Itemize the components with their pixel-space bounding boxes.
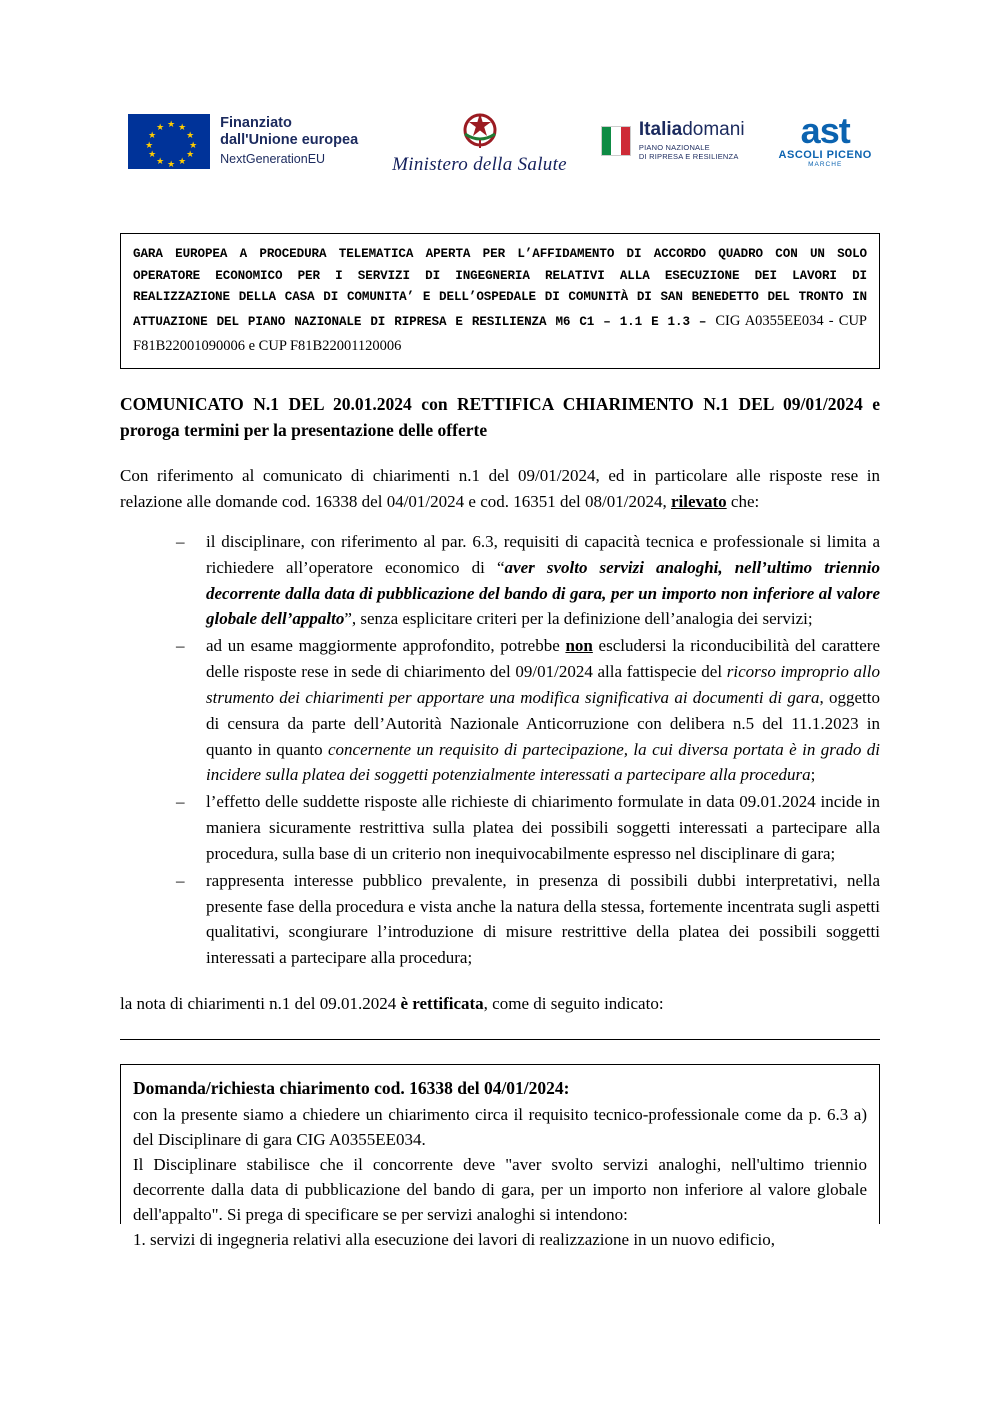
tender-title-text: GARA EUROPEA A PROCEDURA TELEMATICA APERTA PER L’AFFIDAMENTO DI ACCORDO QUADRO CON UN SOLO OPERATORE ECONOMICO PER I SERVIZI DI INGEGNERIA RELATIVI ALLA ESECUZIONE DEI LAVORI DI REALIZZAZIONE DELLA CASA DI COMUNITA’ E DELL’OSPEDALE DI COMUNITÀ DI SAN BENEDETTO DEL TRONTO IN ATTUAZIONE DEL PIANO NAZIONALE DI RIPRESA E RESILIENZA M6 C1 – 1.1 E 1.3 – (133, 247, 867, 329)
bullet-2-seg-4: ; (810, 765, 816, 785)
headline-part-3: RETTIFICA CHIARIMENTO N.1 DEL 09/01/2024 (457, 393, 863, 414)
list-item (176, 868, 880, 971)
italiadomani-logo (601, 105, 745, 177)
bullet-2-seg-1: ad un esame maggiormente approfondito, potrebbe (206, 636, 566, 656)
ministero-salute-name: Ministero della Salute (392, 154, 567, 175)
list-item (176, 633, 880, 788)
clarification-question-box (120, 1064, 880, 1250)
eu-flag-icon: ★ ★ ★ ★ ★ ★ ★ ★ ★ ★ ★ ★ (128, 114, 210, 169)
headline-part-2: con (421, 393, 448, 414)
ast-logo (779, 105, 872, 177)
ast-wordmark: ast (800, 110, 850, 152)
headline-part-4: e proroga termini per la presentazione delle offerte (120, 393, 881, 441)
eu-line-3: NextGenerationEU (220, 152, 326, 167)
closing-text-before: la nota di chiarimenti n.1 del 09.01.2024 (120, 994, 401, 1014)
bullet-2-italic-1: ricorso improprio allo strumento dei chiarimenti per apportare una modifica significativa ai documenti di gara (206, 662, 880, 707)
eu-line-2: dall'Unione europea (220, 132, 359, 149)
question-box-title: Domanda/richiesta chiarimento cod. 16338 del 04/01/2024: (133, 1077, 570, 1098)
italiadomani-bold: Italia (638, 119, 683, 141)
italiadomani-sub2: DI RIPRESA E RESILIENZA (638, 152, 739, 162)
eu-line-1: Finanziato (220, 115, 292, 132)
headline-part-1: COMUNICATO N.1 DEL 20.01.2024 (120, 393, 412, 414)
bullet-2-italic-2: concernente un requisito di partecipazione, la cui diversa portata è in grado di incidere sulla platea dei soggetti potenzialmente interessati a partecipare alla procedura (206, 739, 880, 785)
italiadomani-text (639, 120, 745, 162)
bullet-3-text: l’effetto delle suddette risposte alle richieste di chiarimento formulate in data 09.01.2024 incide in maniera sicuramente restrittiva sulla platea dei possibili soggetti interessati a partecipare alla procedura, sulla base di un criterio non inequivocabilmente espresso nel disciplinare di gara; (206, 792, 880, 863)
italiadomani-thin: domani (682, 119, 745, 141)
eu-funding-logo (128, 105, 358, 177)
list-item (176, 529, 880, 632)
section-divider (120, 1039, 880, 1040)
list-item (176, 789, 880, 866)
eu-funding-text (220, 115, 358, 167)
italian-republic-emblem-icon (457, 106, 503, 152)
bullet-1-quote: aver svolto servizi analoghi, nell’ultimo triennio decorrente dalla data di pubblicazione del bando di gara, per un importo non inferiore al valore globale dell’appalto (206, 557, 881, 629)
ministero-salute-logo (392, 105, 567, 177)
closing-bold: è rettificata (400, 994, 484, 1014)
italiadomani-sub1: PIANO NAZIONALE (638, 143, 710, 153)
ast-sub: ASCOLI PICENO (778, 148, 872, 161)
intro-underlined-word: rilevato (670, 492, 727, 512)
question-line-2: Il Disciplinare stabilisce che il concorrente deve "aver svolto servizi analoghi, nell'ultimo triennio decorrente dalla data di pubblicazione del bando di gara, per un importo non inferiore al valore globale dell'appalto". Si prega di specificare se per servizi analoghi si intendono: (133, 1155, 867, 1225)
tender-cig-text: CIG A0355EE034 - CUP F81B22001090006 e CUP F81B22001120006 (133, 312, 867, 354)
intro-paragraph (120, 463, 880, 515)
bullet-2-seg-2: escludersi la riconducibilità del carattere delle risposte rese in sede di chiarimento del 09/01/2024 alla fattispecie del (206, 636, 880, 682)
question-line-3: 1. servizi di ingegneria relativi alla esecuzione dei lavori di realizzazione in un nuovo edificio, (133, 1230, 775, 1250)
intro-text-before: Con riferimento al comunicato di chiarimenti n.1 del 09/01/2024, ed in particolare alle risposte rese in relazione alle domande cod. 16338 del 04/01/2024 e cod. 16351 del 08/01/2024, (120, 466, 880, 512)
closing-paragraph (120, 991, 880, 1017)
logo-banner (120, 95, 880, 187)
closing-text-after: , come di seguito indicato: (483, 994, 664, 1014)
bullet-4-text: rappresenta interesse pubblico prevalente, in presenza di possibili dubbi interpretativi, nella presente fase della procedura e vista anche la natura della stessa, fortemente incentrata sugli aspetti qualitativi, scongiurare l’introduzione di misure restrittive della platea dei possibili soggetti interessati a partecipare alla procedura; (206, 870, 880, 968)
page-title (120, 391, 880, 444)
question-line-1: con la presente siamo a chiedere un chiarimento circa il requisito tecnico-professionale come da p. 6.3 a) del Disciplinare di gara CIG A0355EE034. (133, 1105, 867, 1150)
bullet-2-emphasis: non (565, 636, 593, 656)
considerations-list (120, 529, 880, 971)
bullet-1-seg-2: ”, senza esplicitare criteri per la definizione dell’analogia dei servizi; (344, 609, 813, 629)
bullet-2-seg-3: , oggetto di censura da parte dell’Autorità Nazionale Anticorruzione con delibera n.5 del 11.1.2023 in quanto in quanto (206, 687, 880, 759)
intro-text-after: che: (730, 492, 760, 512)
tender-title-box (120, 233, 880, 369)
ast-sub2: MARCHE (808, 160, 843, 168)
bullet-1-seg-1: il disciplinare, con riferimento al par. 6.3, requisiti di capacità tecnica e professionale si limita a richiedere all’operatore economico di “ (206, 532, 880, 577)
italy-flag-icon (601, 126, 631, 156)
